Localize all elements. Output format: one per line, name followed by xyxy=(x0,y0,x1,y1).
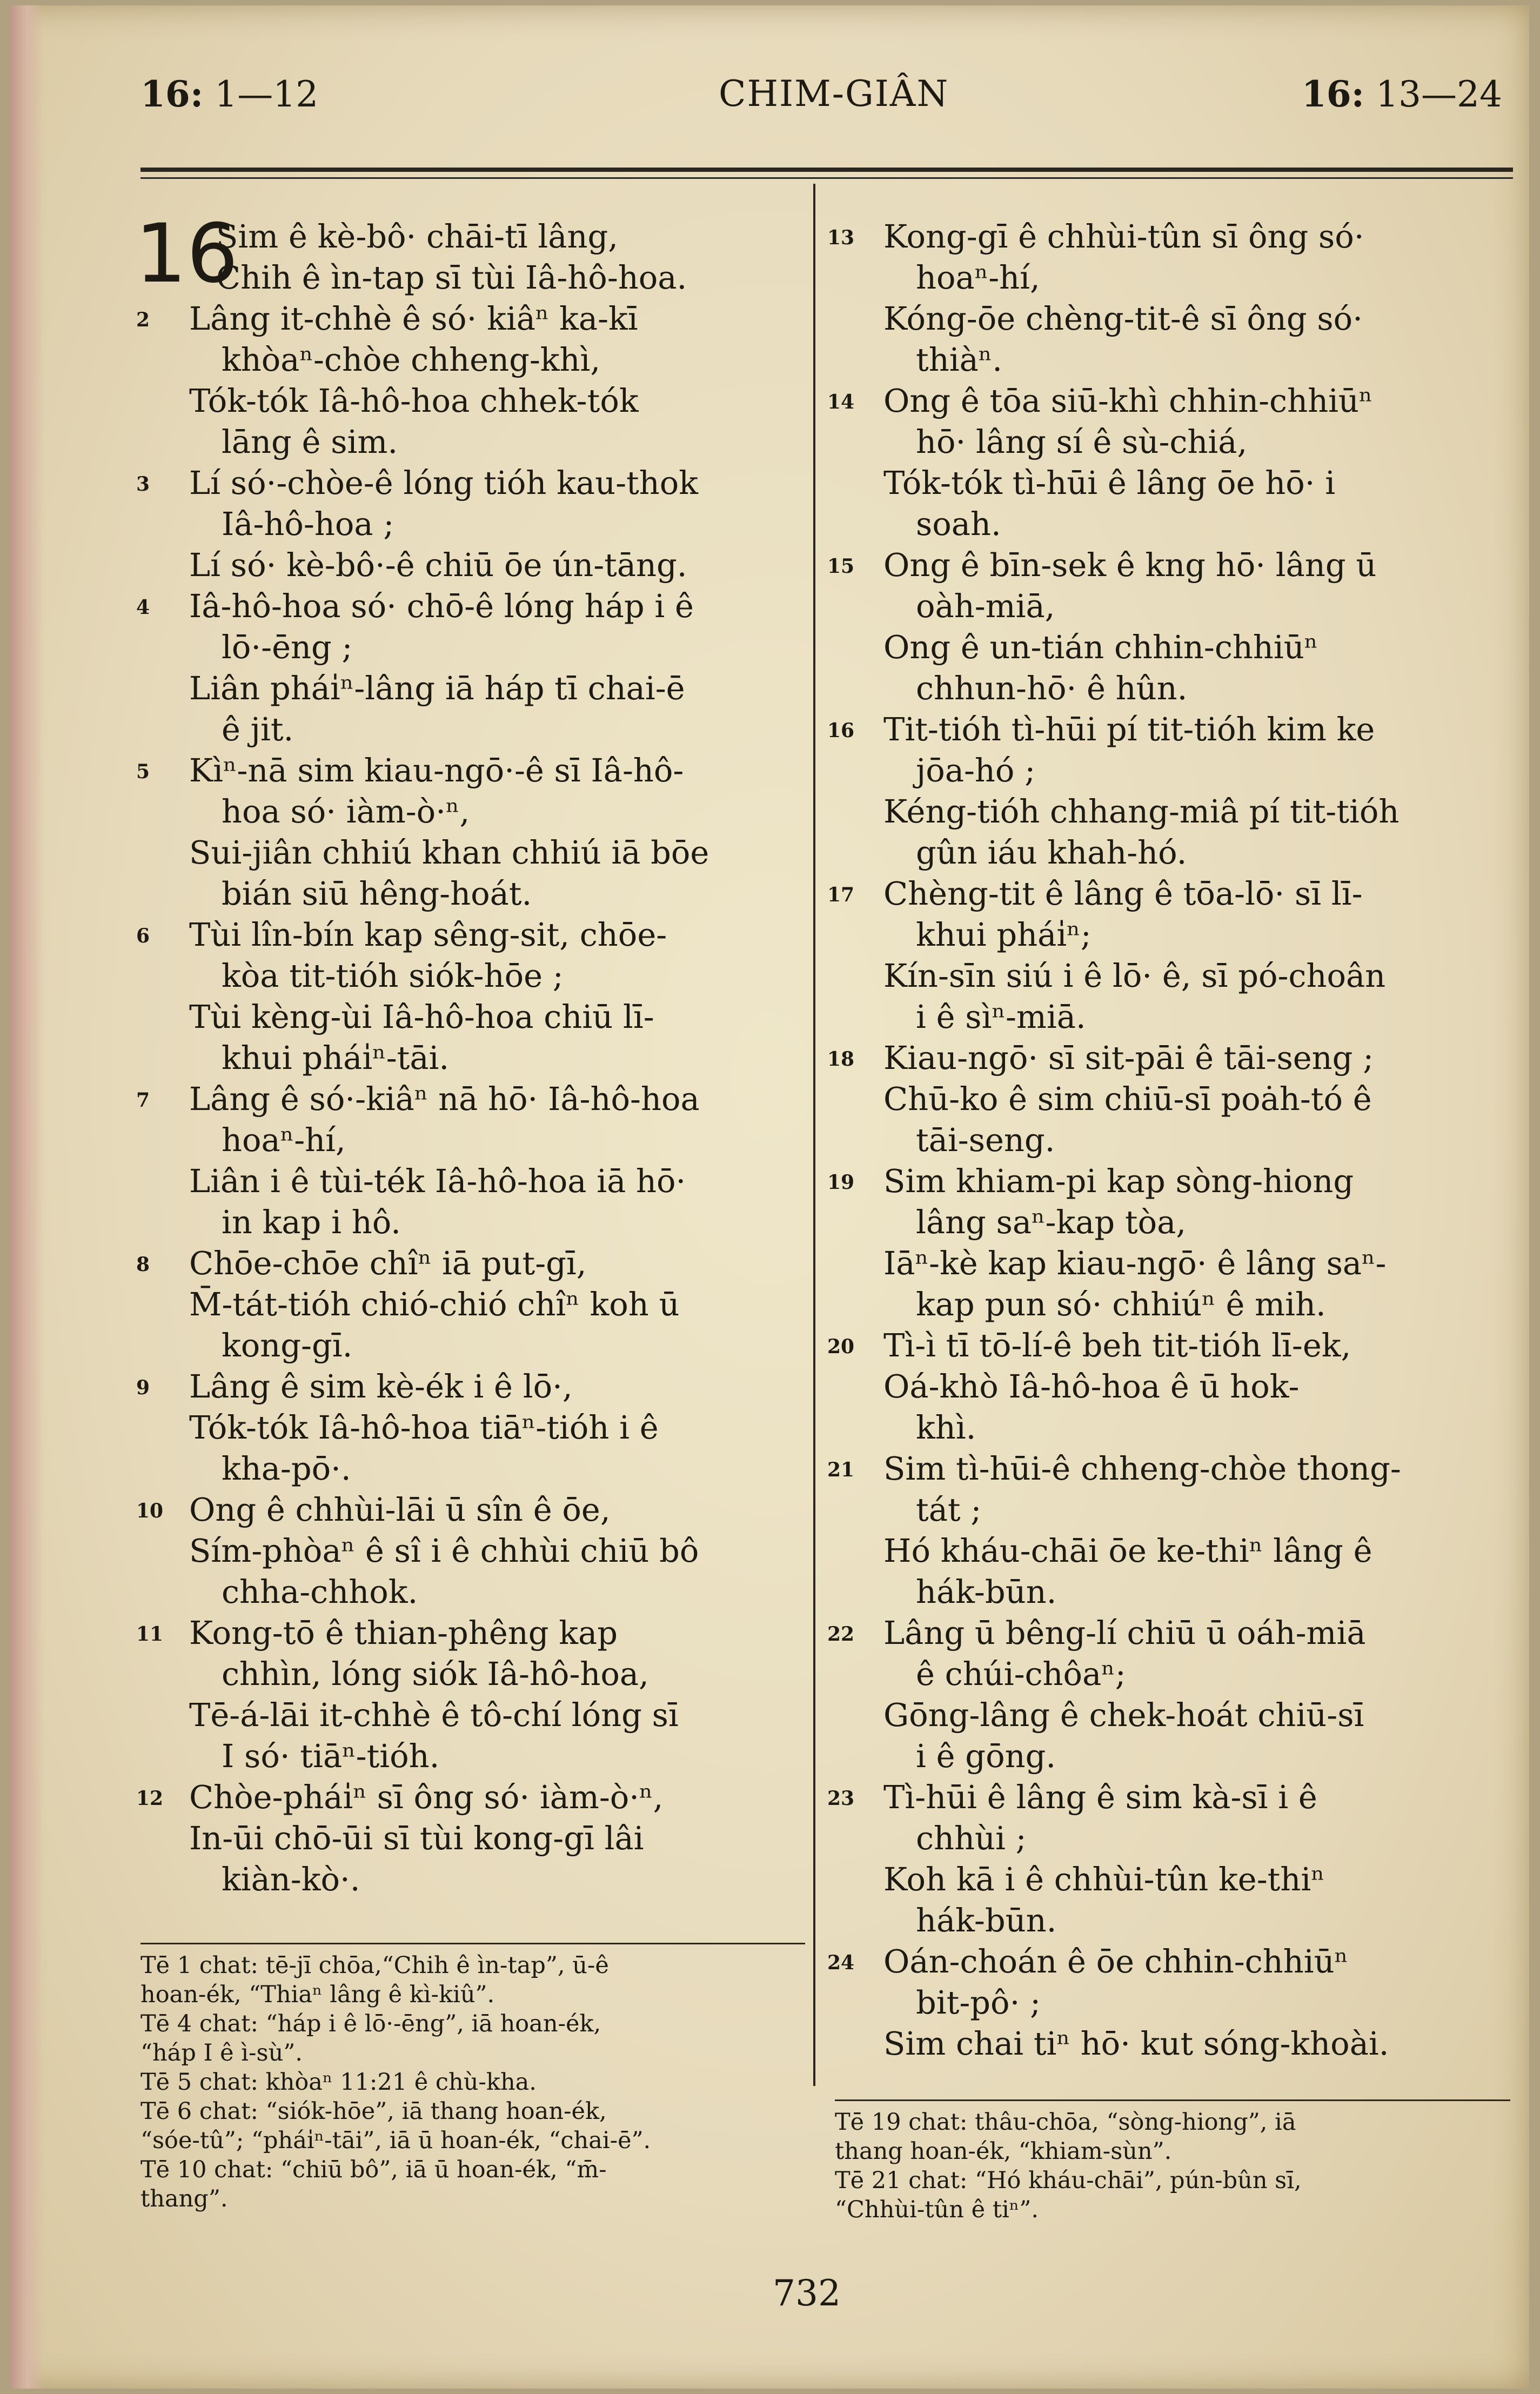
verse xyxy=(136,1243,800,1366)
verse-line: Tì-hūi ê lâng ê sim kà-sī i ê xyxy=(883,1778,1317,1816)
footnote-line: Tē 19 chat: thâu-chōa, “sòng-hiong”, iā xyxy=(835,2109,1296,2136)
verse-number: 13 xyxy=(827,226,855,249)
verse-line: Gōng-lâng ê chek-hoát chiū-sī xyxy=(883,1696,1364,1734)
verse xyxy=(136,586,800,750)
footnote-line: Tē 21 chat: “Hó kháu-chāi”, pún-bûn sī, xyxy=(835,2167,1302,2194)
verse-line: chhun-hō· ê hûn. xyxy=(916,670,1188,707)
column-divider xyxy=(813,184,815,2086)
verse-line: Ong ê chhùi-lāi ū sîn ê ōe, xyxy=(189,1491,611,1528)
footnote-line: Tē 6 chat: “siók-hōe”, iā thang hoan-ék, xyxy=(140,2098,607,2125)
verse-number: 15 xyxy=(827,555,855,578)
verse-line: Tók-tók Iâ-hô-hoa chhek-tók xyxy=(189,382,639,419)
verse xyxy=(136,914,800,1079)
verse-line: i ê gōng. xyxy=(916,1737,1056,1775)
verse-line: kong-gī. xyxy=(222,1327,353,1364)
verse-line: hák-būn. xyxy=(916,1902,1057,1939)
verse-line: kòa tit-tióh siók-hōe ; xyxy=(222,957,564,994)
verse xyxy=(136,298,800,463)
verse-line: Sim ê kè-bô· chāi-tī lâng, xyxy=(216,218,618,255)
verse-number: 24 xyxy=(827,1951,855,1974)
footnote-line: thang hoan-ék, “khiam-sùn”. xyxy=(835,2138,1172,2165)
verse-line: Lí só·-chòe-ê lóng tióh kau-thok xyxy=(189,464,698,501)
verse-line: Sim tì-hūi-ê chheng-chòe thong- xyxy=(883,1450,1401,1487)
verse-line: Sui-jiân chhiú khan chhiú iā bōe xyxy=(189,834,709,871)
verse-line: Kong-gī ê chhùi-tûn sī ông só· xyxy=(883,218,1364,255)
verse-line: Ong ê un-tián chhin-chhiūⁿ xyxy=(883,628,1318,666)
left-column xyxy=(135,207,800,1900)
verse-number: 16 xyxy=(827,719,855,742)
verse-line: In-ūi chō-ūi sī tùi kong-gī lâi xyxy=(189,1820,644,1857)
verse-number: 23 xyxy=(827,1787,855,1810)
verse xyxy=(136,1489,800,1613)
header-left-range: 16: 1—12 xyxy=(140,73,319,115)
verse-line: Hó kháu-chāi ōe ke-thiⁿ lâng ê xyxy=(883,1532,1372,1569)
verse-line: Sim chai tiⁿ hō· kut sóng-khoài. xyxy=(883,2025,1389,2062)
verse-line: kha-pō·. xyxy=(222,1450,351,1487)
verse xyxy=(827,1038,1510,1161)
footnote-line: hoan-ék, “Thiaⁿ lâng ê kì-kiû”. xyxy=(140,1981,495,2008)
verse-line: hoaⁿ-hí, xyxy=(222,1121,346,1159)
verse-number: 20 xyxy=(827,1335,855,1358)
verse-line: bián siū hêng-hoát. xyxy=(222,875,532,912)
verse-line: hák-būn. xyxy=(916,1573,1057,1610)
page-edge xyxy=(11,5,43,2389)
footnote-line: Tē 4 chat: “háp i ê lō·-ēng”, iā hoan-ék, xyxy=(140,2010,601,2037)
verse-line: i ê sìⁿ-miā. xyxy=(916,998,1086,1035)
verse-line: Koh kā i ê chhùi-tûn ke-thiⁿ xyxy=(883,1861,1325,1898)
verse-line: lâng saⁿ-kap tòa, xyxy=(916,1203,1187,1241)
verse-line: Chih ê ìn-tap sī tùi Iâ-hô-hoa. xyxy=(216,259,687,296)
verse-number: 21 xyxy=(827,1459,855,1481)
verse-number: 4 xyxy=(136,596,150,619)
verse-line: Kín-sīn siú i ê lō· ê, sī pó-choân xyxy=(883,957,1386,994)
verse-line: Liân phái̍ⁿ-lâng iā háp tī chai-ē xyxy=(189,670,685,707)
verse-number: 14 xyxy=(827,391,855,413)
verse-line: tāi-seng. xyxy=(916,1121,1055,1159)
verse-number: 10 xyxy=(136,1500,164,1522)
verse-line: Tók-tók tì-hūi ê lâng ōe hō· i xyxy=(883,464,1336,501)
verse xyxy=(136,750,800,914)
verse-number: 11 xyxy=(136,1623,164,1646)
verse xyxy=(827,1448,1510,1613)
verse-number: 22 xyxy=(827,1623,855,1646)
verse-line: Ong ê tōa siū-khì chhin-chhiūⁿ xyxy=(883,382,1373,419)
verse-line: Ong ê bīn-sek ê kng hō· lâng ū xyxy=(883,546,1377,584)
verse-line: oàh-miā, xyxy=(916,587,1055,625)
footnote-line: Tē 5 chat: khòaⁿ 11:21 ê chù-kha. xyxy=(140,2069,537,2096)
verse-number: 3 xyxy=(136,473,150,496)
verse-number: 12 xyxy=(136,1787,164,1810)
verse-number: 2 xyxy=(136,309,150,331)
verse-line: Tē-á-lāi it-chhè ê tô-chí lóng sī xyxy=(189,1696,679,1734)
verse-line: Kìⁿ-nā sim kiau-ngō·-ê sī Iâ-hô- xyxy=(189,752,684,789)
verse-line: Kiau-ngō· sī sit-pāi ê tāi-seng ; xyxy=(883,1039,1374,1076)
verse-line: Tit-tióh tì-hūi pí tit-tióh kim ke xyxy=(883,711,1375,748)
verse-line: Lâng ê sim kè-ék i ê lō·, xyxy=(189,1368,573,1405)
verse xyxy=(136,1079,800,1243)
page-header xyxy=(140,73,1513,132)
book-page xyxy=(11,5,1529,2389)
verse-number: 6 xyxy=(136,925,150,947)
verse-line: ê jit. xyxy=(222,711,294,748)
header-title: CHIM-GIÂN xyxy=(719,73,949,115)
verse-line: Kóng-ōe chèng-tit-ê sī ông só· xyxy=(883,300,1363,337)
verse xyxy=(827,1941,1510,2064)
verse-line: Oá-khò Iâ-hô-hoa ê ū hok- xyxy=(883,1368,1300,1405)
verse-line: ê chúi-chôaⁿ; xyxy=(916,1655,1126,1693)
footnote-line: Tē 1 chat: tē-jī chōa,“Chih ê ìn-tap”, ū-ê xyxy=(140,1952,609,1979)
footnote-rule-right xyxy=(835,2099,1510,2101)
footnotes-left xyxy=(140,1951,805,2214)
footnote-line: “sóe-tû”; “phái̍ⁿ-tāi”, iā ū hoan-ék, “chai-ē”. xyxy=(140,2127,651,2154)
verse-line: khui phái̍ⁿ-tāi. xyxy=(222,1039,450,1076)
verse-line: hoa só· iàm-ò·ⁿ, xyxy=(222,793,470,830)
verse-line: Tók-tók Iâ-hô-hoa tiāⁿ-tióh i ê xyxy=(189,1409,659,1446)
right-column xyxy=(827,216,1510,2064)
verse-line: soah. xyxy=(916,505,1001,543)
verse-number: 9 xyxy=(136,1376,150,1399)
verse-line: Lâng ê só·-kiâⁿ nā hō· Iâ-hô-hoa xyxy=(189,1080,700,1118)
verse-line: Liân i ê tùi-ték Iâ-hô-hoa iā hō· xyxy=(189,1162,686,1200)
verse xyxy=(827,1613,1510,1777)
verse-line: Kéng-tióh chhang-miâ pí tit-tióh xyxy=(883,793,1400,830)
verse-line: Oán-choán ê ōe chhin-chhiūⁿ xyxy=(883,1943,1349,1980)
verse-line: Sim khiam-pi kap sòng-hiong xyxy=(883,1162,1354,1200)
verse xyxy=(136,1366,800,1489)
verse-line: Iâ-hô-hoa ; xyxy=(222,505,394,543)
verse-line: gûn iáu khah-hó. xyxy=(916,834,1187,871)
verse xyxy=(827,1325,1510,1448)
verse-line: Tùi kèng-ùi Iâ-hô-hoa chiū lī- xyxy=(189,998,654,1035)
verse-line: lāng ê sim. xyxy=(222,423,398,460)
verse-line: Lâng it-chhè ê só· kiâⁿ ka-kī xyxy=(189,300,638,337)
verse-line: Tùi lîn-bín kap sêng-sit, chōe- xyxy=(189,916,667,953)
verse-line: I só· tiāⁿ-tióh. xyxy=(222,1737,440,1775)
verse xyxy=(827,1777,1510,1941)
header-right-range: 16: 13—24 xyxy=(1301,73,1502,115)
verse-number: 5 xyxy=(136,760,150,783)
footnote-line: “háp I ê ì-sù”. xyxy=(140,2039,303,2067)
footnote-line: thang”. xyxy=(140,2185,228,2212)
verse-line: khui phái̍ⁿ; xyxy=(916,916,1092,953)
verse-line: Chū-ko ê sim chiū-sī poȧh-tó ê xyxy=(883,1080,1372,1118)
verse-line: in kap i hô. xyxy=(222,1203,401,1241)
verse xyxy=(827,380,1510,545)
header-rule-thin xyxy=(140,177,1513,179)
verse-line: khòaⁿ-chòe chheng-khì, xyxy=(222,341,601,378)
footnote-line: “Chhùi-tûn ê tiⁿ”. xyxy=(835,2196,1039,2223)
verse xyxy=(827,1161,1510,1325)
verse xyxy=(827,709,1510,873)
verse-number: 7 xyxy=(136,1089,150,1112)
verse-line: Lí só· kè-bô·-ê chiū ōe ún-tāng. xyxy=(189,546,687,584)
verse-line: Iāⁿ-kè kap kiau-ngō· ê lâng saⁿ- xyxy=(883,1245,1387,1282)
header-rule-thick xyxy=(140,168,1513,172)
verse xyxy=(827,545,1510,709)
verse xyxy=(136,463,800,586)
verse-line: Lâng ū bêng-lí chiū ū oáh-miā xyxy=(883,1614,1366,1651)
verse-line: khì. xyxy=(916,1409,976,1446)
verse-number: 19 xyxy=(827,1171,855,1194)
chapter-number: 16 xyxy=(135,207,238,301)
verse-line: kap pun só· chhiúⁿ ê mih. xyxy=(916,1286,1326,1323)
verse-line: hō· lâng sí ê sù-chiá, xyxy=(916,423,1248,460)
page-number: 732 xyxy=(773,2272,841,2314)
footnote-rule-left xyxy=(140,1943,805,1944)
footnote-line: Tē 10 chat: “chiū bô”, iā ū hoan-ék, “m̄- xyxy=(140,2156,607,2183)
verse xyxy=(136,1777,800,1900)
verse-line: M̄-tát-tióh chió-chió chîⁿ koh ū xyxy=(189,1286,680,1323)
verse-line: Iâ-hô-hoa só· chō-ê lóng háp i ê xyxy=(189,587,694,625)
verse-line: chha-chhok. xyxy=(222,1573,418,1610)
verse-line: thiàⁿ. xyxy=(916,341,1003,378)
verse-line: Chòe-phái̍ⁿ sī ông só· iàm-ò·ⁿ, xyxy=(189,1778,664,1816)
verse-line: lō·-ēng ; xyxy=(222,628,353,666)
verse-line: chhùi ; xyxy=(916,1820,1027,1857)
verse-line: Sím-phòaⁿ ê sî i ê chhùi chiū bô xyxy=(189,1532,699,1569)
verse-line: jōa-hó ; xyxy=(916,752,1036,789)
verse-line: bit-pô· ; xyxy=(916,1984,1041,2021)
verse-number: 8 xyxy=(136,1253,150,1276)
verse-line: kiàn-kò·. xyxy=(222,1861,360,1898)
verse-line: Kong-tō ê thian-phêng kap xyxy=(189,1614,618,1651)
verse-number: 18 xyxy=(827,1048,855,1071)
verse-line: hoaⁿ-hí, xyxy=(916,259,1040,296)
verse-line: Chèng-tit ê lâng ê tōa-lō· sī lī- xyxy=(883,875,1363,912)
verse-line: tát ; xyxy=(916,1491,982,1528)
verse-line: chhìn, lóng siók Iâ-hô-hoa, xyxy=(222,1655,649,1693)
verse xyxy=(140,216,800,298)
footnotes-right xyxy=(835,2108,1510,2224)
verse-line: Chōe-chōe chîⁿ iā put-gī, xyxy=(189,1245,587,1282)
verse xyxy=(136,1613,800,1777)
verse-line: Tì-ì tī tō-lí-ê beh tit-tióh lī-ek, xyxy=(883,1327,1351,1364)
verse-number: 17 xyxy=(827,884,855,906)
verse xyxy=(827,873,1510,1038)
verse xyxy=(827,216,1510,380)
